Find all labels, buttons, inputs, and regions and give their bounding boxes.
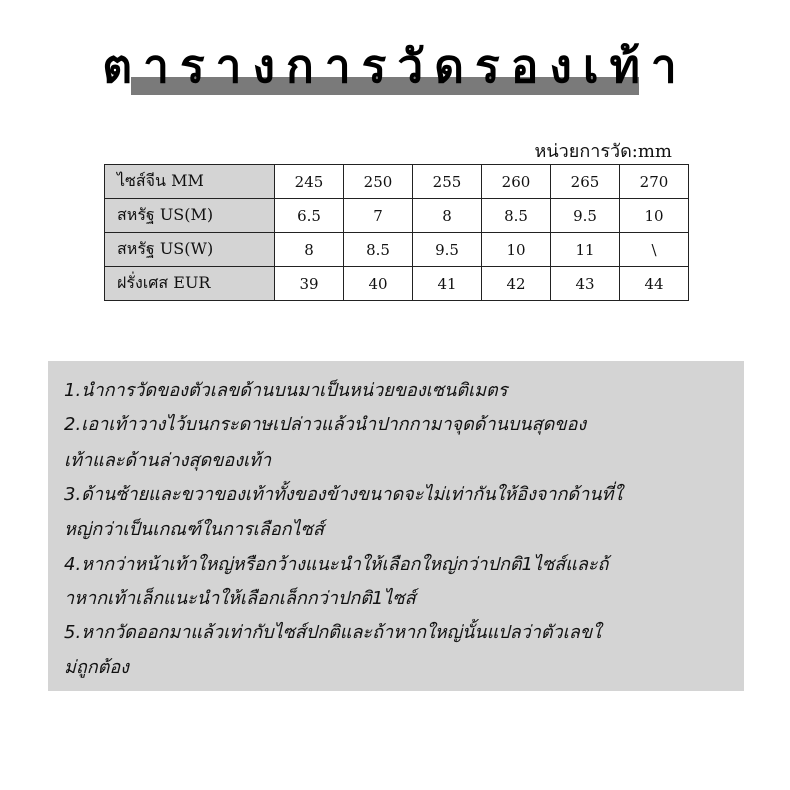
table-cell: 44: [620, 267, 689, 301]
table-cell: 255: [413, 165, 482, 199]
table-cell: 250: [344, 165, 413, 199]
table-cell: 6.5: [275, 199, 344, 233]
instruction-line: าหากเท้าเล็กแนะนำให้เลือกเล็กกว่าปกติ1ไซส์: [64, 588, 416, 609]
table-cell: 9.5: [413, 233, 482, 267]
table-cell: 8: [275, 233, 344, 267]
instruction-line: 2.เอาเท้าวางไว้บนกระดาษเปล่าวแล้วนำปากกามาจุดด้านบนสุดของ: [64, 414, 587, 435]
table-cell: 42: [482, 267, 551, 301]
unit-label: หน่วยการวัด:mm: [534, 141, 672, 162]
table-cell: 8.5: [344, 233, 413, 267]
table-cell: 260: [482, 165, 551, 199]
table-cell: 39: [275, 267, 344, 301]
page-title: ตารางการวัดรองเท้า: [102, 39, 688, 93]
table-row: [105, 165, 689, 199]
table-cell: 8.5: [482, 199, 551, 233]
instruction-line: 5.หากวัดออกมาแล้วเท่ากับไซส์ปกติและถ้าหากใหญ่นั้นแปลว่าตัวเลขใ: [64, 622, 601, 643]
table-row: [105, 233, 689, 267]
instruction-line: 3.ด้านซ้ายและขวาของเท้าทั้งของข้างขนาดจะไม่เท่ากันให้อิงจากด้านที่ใ: [64, 484, 623, 505]
instructions-panel: [48, 361, 744, 691]
table-cell: \: [620, 233, 689, 267]
table-cell: 41: [413, 267, 482, 301]
table-cell: 10: [620, 199, 689, 233]
instruction-line: ม่ถูกต้อง: [64, 657, 129, 678]
row-header: สหรัฐ US(M): [105, 199, 275, 233]
instruction-line: หญ่กว่าเป็นเกณฑ์ในการเลือกไซส์: [64, 519, 324, 540]
table-cell: 40: [344, 267, 413, 301]
table-cell: 10: [482, 233, 551, 267]
table-cell: 245: [275, 165, 344, 199]
table-cell: 8: [413, 199, 482, 233]
instruction-line: 1.นำการวัดของตัวเลขด้านบนมาเป็นหน่วยของเซนติเมตร: [64, 380, 508, 401]
row-header: สหรัฐ US(W): [105, 233, 275, 267]
row-header: ฝรั่งเศส EUR: [105, 267, 275, 301]
table-cell: 9.5: [551, 199, 620, 233]
row-header: ไซส์จีน MM: [105, 165, 275, 199]
table-cell: 265: [551, 165, 620, 199]
instruction-line: เท้าและด้านล่างสุดของเท้า: [64, 450, 272, 471]
table-row: [105, 267, 689, 301]
instruction-line: 4.หากว่าหน้าเท้าใหญ่หรือกว้างแนะนำให้เลือกใหญ่กว่าปกติ1ไซส์และถ้: [64, 554, 609, 575]
table-row: [105, 199, 689, 233]
table-cell: 7: [344, 199, 413, 233]
table-cell: 270: [620, 165, 689, 199]
size-chart-table: [104, 164, 689, 301]
table-cell: 11: [551, 233, 620, 267]
table-cell: 43: [551, 267, 620, 301]
